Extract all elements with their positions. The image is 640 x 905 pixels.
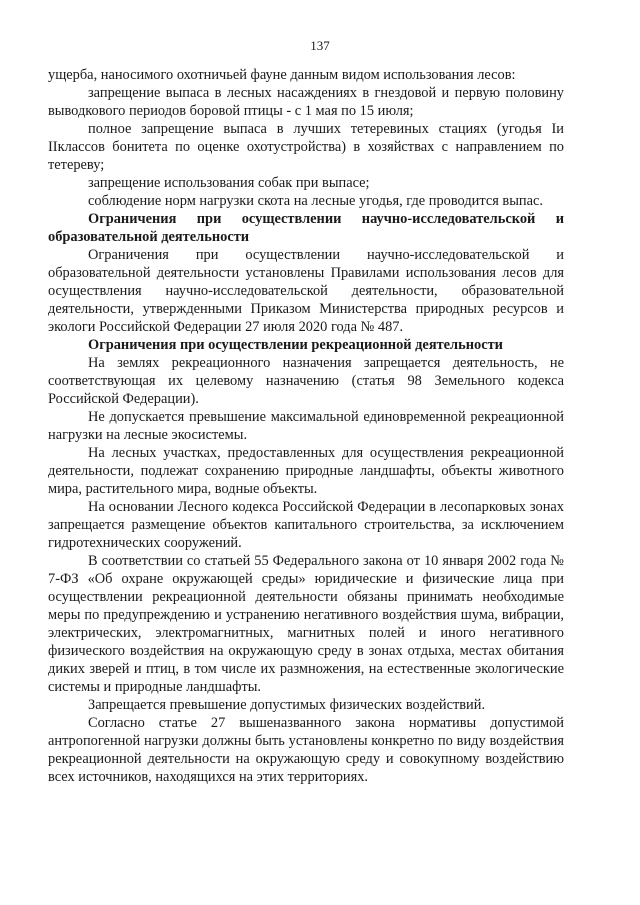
paragraph-load-norms: Согласно статье 27 вышеназванного закона нормативы допустимой антропогенной нагрузки должны быть установлены конкретно по виду воздействия рекреационной деятельности на окружающую среду и совокупному воздействию всех источников, находящихся на этих территориях. (48, 715, 564, 785)
paragraph-max-load: Не допускается превышение максимальной единовременной рекреационной нагрузки на лесные экосистемы. (48, 409, 564, 443)
paragraph-forest-park-zones: На основании Лесного кодекса Российской Федерации в лесопарковых зонах запрещается размещение объектов капитального строительства, за исключением гидротехнических сооружений. (48, 499, 564, 551)
section-heading-recreation: Ограничения при осуществлении рекреационной деятельности (88, 337, 503, 353)
paragraph-livestock-norms: соблюдение норм нагрузки скота на лесные угодья, где проводится выпас. (88, 193, 543, 209)
paragraph-grazing-ban-grouse: полное запрещение выпаса в лучших тетеревиных стациях (угодья Iи IIклассов бонитета по оценке охотустройства) в хозяйствах с направлением по тетереву; (48, 121, 564, 173)
paragraph-research-rules: Ограничения при осуществлении научно-исследовательской и образовательной деятельности установлены Правилами использования лесов для осуществления научно-исследовательской деятельности, образовательной деятельности, утвержденными Приказом Министерства природных ресурсов и экологи Российской Федерации 27 июля 2020 года № 487. (48, 247, 564, 335)
paragraph-federal-law: В соответствии со статьей 55 Федерального закона от 10 января 2002 года № 7-ФЗ «Об охране окружающей среды» юридические и физические лица при осуществлении рекреационной деятельности обязаны принимать необходимые меры по предупреждению и устранению негативного воздействия шума, вибрации, электрических, электромагнитных, магнитных полей и иного негативного физического воздействия на окружающую среду в зонах отдыха, местах обитания диких зверей и птиц, в том числе их размножения, на естественные экологические системы и природные ландшафты. (48, 553, 564, 695)
paragraph-physical-impact-ban: Запрещается превышение допустимых физических воздействий. (88, 697, 486, 713)
paragraph-continuation: ущерба, наносимого охотничьей фауне данным видом использования лесов: (48, 67, 516, 83)
paragraph-recreation-lands: На землях рекреационного назначения запрещается деятельность, не соответствующая их целевому назначению (статья 98 Земельного кодекса Российской Федерации). (48, 355, 564, 407)
section-heading-research: Ограничения при осуществлении научно-исследовательской и образовательной деятельности (48, 211, 564, 245)
page-number: 137 (310, 38, 330, 53)
document-body (48, 66, 564, 786)
paragraph-grazing-ban-nesting: запрещение выпаса в лесных насаждениях в гнездовой и первую половину выводкового периодов боровой птицы - с 1 мая по 15 июля; (48, 85, 564, 119)
paragraph-landscape-preservation: На лесных участках, предоставленных для осуществления рекреационной деятельности, подлежат сохранению природные ландшафты, объекты животного мира, растительного мира, водные объекты. (48, 445, 564, 497)
paragraph-dogs-ban: запрещение использования собак при выпасе; (88, 175, 370, 191)
